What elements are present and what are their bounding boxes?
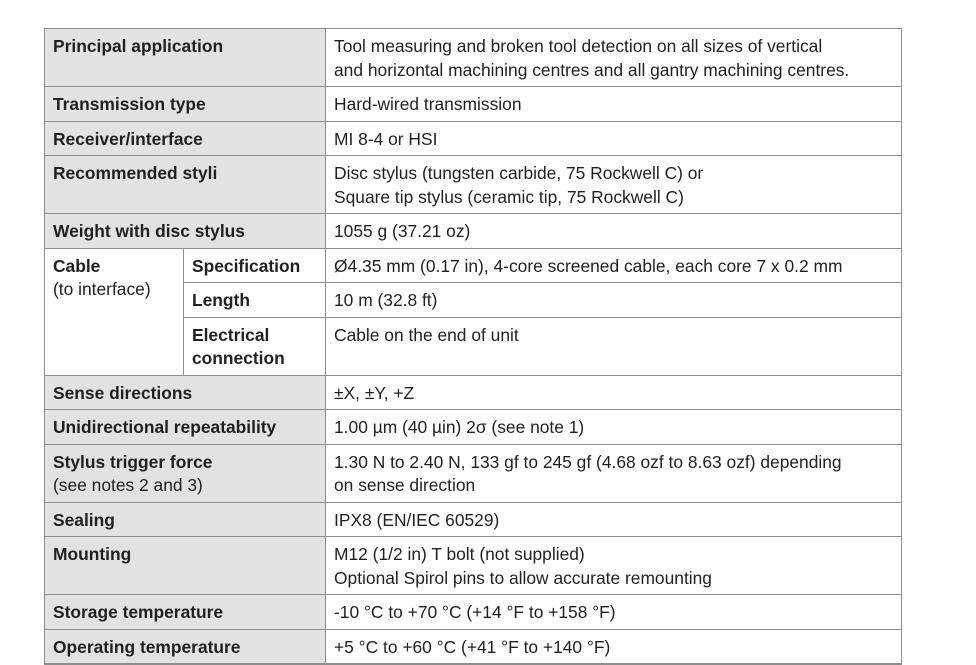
row-label-operating-temperature: Operating temperature [45,629,326,664]
table-row [45,375,902,410]
trigger-label: Stylus trigger force [53,451,213,472]
row-label-cable [45,248,184,375]
specification-table [44,28,902,665]
table-row [45,595,902,630]
value-line: Disc stylus (tungsten carbide, 75 Rockwell C) or [334,163,704,183]
value-line: Optional Spirol pins to allow accurate remounting [334,567,712,588]
table-row [45,629,902,664]
table-row [45,444,902,502]
row-label-weight: Weight with disc stylus [45,214,326,249]
row-value-operating-temperature: +5 °C to +60 °C (+41 °F to +140 °F) [326,629,902,664]
row-value-recommended-styli [326,156,902,214]
value-line: Tool measuring and broken tool detection on all sizes of vertical [334,36,823,56]
cable-length-value: 10 m (32.8 ft) [326,283,902,318]
row-label-sense-directions: Sense directions [45,375,326,410]
table-row [45,87,902,122]
row-value-mounting [326,537,902,595]
table-row [45,29,902,87]
cable-electrical-label [184,317,326,375]
table-row [45,410,902,445]
table-row [45,502,902,537]
row-label-transmission-type: Transmission type [45,87,326,122]
value-line: on sense direction [334,475,476,495]
table-row [45,537,902,595]
row-label-recommended-styli: Recommended styli [45,156,326,214]
row-value-principal-application [326,29,902,87]
label-line: connection [192,348,285,368]
row-value-repeatability: 1.00 µm (40 µin) 2σ (see note 1) [326,410,902,445]
label-line: Electrical [192,324,270,345]
table-row [45,248,902,283]
row-value-transmission-type: Hard-wired transmission [326,87,902,122]
row-value-receiver-interface: MI 8-4 or HSI [326,121,902,156]
row-label-receiver-interface: Receiver/interface [45,121,326,156]
row-value-weight: 1055 g (37.21 oz) [326,214,902,249]
row-label-trigger-force [45,444,326,502]
row-value-sealing: IPX8 (EN/IEC 60529) [326,502,902,537]
row-value-storage-temperature: -10 °C to +70 °C (+14 °F to +158 °F) [326,595,902,630]
row-label-sealing: Sealing [45,502,326,537]
cable-electrical-value: Cable on the end of unit [326,317,902,375]
cable-specification-value: Ø4.35 mm (0.17 in), 4-core screened cable, each core 7 x 0.2 mm [326,248,902,283]
value-line: and horizontal machining centres and all gantry machining centres. [334,59,850,80]
row-label-storage-temperature: Storage temperature [45,595,326,630]
trigger-sublabel: (see notes 2 and 3) [53,475,203,495]
value-line: Square tip stylus (ceramic tip, 75 Rockwell C) [334,186,684,207]
table-row [45,121,902,156]
row-value-trigger-force [326,444,902,502]
value-line: 1.30 N to 2.40 N, 133 gf to 245 gf (4.68 ozf to 8.63 ozf) depending [334,451,842,472]
row-value-sense-directions: ±X, ±Y, +Z [326,375,902,410]
table-row [45,214,902,249]
row-label-principal-application: Principal application [45,29,326,87]
row-label-mounting: Mounting [45,537,326,595]
row-label-repeatability: Unidirectional repeatability [45,410,326,445]
value-line: M12 (1/2 in) T bolt (not supplied) [334,544,585,564]
cable-length-label: Length [184,283,326,318]
cable-label: Cable [53,255,101,276]
table-row [45,156,902,214]
cable-specification-label: Specification [184,248,326,283]
cable-sublabel: (to interface) [53,279,151,299]
